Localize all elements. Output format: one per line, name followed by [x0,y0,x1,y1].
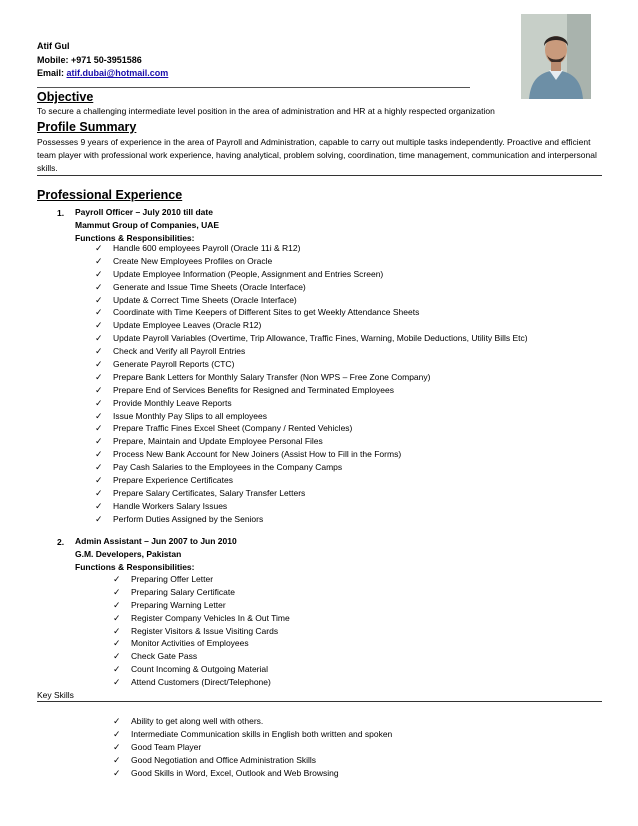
list-item [95,487,528,500]
objective-heading: Objective [37,90,94,104]
job-2-responsibilities [113,573,290,689]
job-company: Mammut Group of Companies, UAE [75,220,220,230]
key-skills-list [113,715,392,779]
list-item-text: Prepare Salary Certificates, Salary Transfer Letters [113,487,306,498]
list-item-text: Intermediate Communication skills in English both written and spoken [131,728,393,739]
list-item-text: Prepare Experience Certificates [113,475,234,486]
list-item-text: Create New Employees Profiles on Oracle [113,255,273,266]
list-item [113,637,290,650]
list-item-text: Issue Monthly Pay Slips to all employees [113,410,268,421]
list-item-text: Process New Bank Account for New Joiners (Assist How to Fill in the Forms) [113,449,402,460]
list-item [95,384,528,397]
checkmark-icon: ✓ [113,741,121,752]
checkmark-icon: ✓ [95,307,103,318]
checkmark-icon: ✓ [113,677,121,688]
list-item [95,268,528,281]
checkmark-icon: ✓ [95,384,103,395]
checkmark-icon: ✓ [113,716,121,726]
checkmark-icon: ✓ [95,487,103,498]
list-item-text: Prepare Traffic Fines Excel Sheet (Company / Rented Vehicles) [113,423,353,434]
job-header [75,206,219,245]
list-item [95,358,528,371]
checkmark-icon: ✓ [95,500,103,511]
professional-experience-heading: Professional Experience [37,188,183,202]
email-line [37,67,168,81]
list-item [113,754,392,767]
person-photo-icon [521,14,591,99]
list-item-text: Check Gate Pass [131,651,198,662]
list-item-text: Preparing Salary Certificate [131,586,235,597]
checkmark-icon: ✓ [95,397,103,408]
profile-summary-heading: Profile Summary [37,120,137,134]
profile-summary-text: Possesses 9 years of experience in the area of Payroll and Administration, capable to carry out multiple tasks independently. Proactive and efficient team player with professional work experience, having analytical, problem solving, coordination, time management, communication and interpersonal skills. [37,137,597,173]
list-item-text: Generate and Issue Time Sheets (Oracle Interface) [113,281,306,292]
job-number: 2. [57,537,65,547]
list-item [113,573,290,586]
checkmark-icon: ✓ [95,475,103,486]
list-item [95,332,528,345]
key-skills-divider [37,701,602,702]
list-item [113,741,392,754]
list-item-text: Perform Duties Assigned by the Seniors [113,513,264,524]
checkmark-icon: ✓ [95,268,103,279]
checkmark-icon: ✓ [113,586,121,597]
profile-divider [37,175,602,176]
header-divider [37,87,470,88]
list-item [95,397,528,410]
candidate-name: Atif Gul [37,41,70,51]
list-item-text: Prepare End of Services Benefits for Resigned and Terminated Employees [113,384,394,395]
job-responsibilities-label: Functions & Responsibilities: [75,233,195,243]
job-title: Payroll Officer – July 2010 till date [75,207,213,217]
list-item [95,255,528,268]
list-item-text: Handle Workers Salary Issues [113,500,228,511]
list-item-text: Count Incoming & Outgoing Material [131,664,269,675]
list-item-text: Coordinate with Time Keepers of Different Sites to get Weekly Attendance Sheets [113,307,420,318]
list-item-text: Attend Customers (Direct/Telephone) [131,677,271,688]
list-item [95,306,528,319]
checkmark-icon: ✓ [113,638,121,649]
key-skills-heading: Key Skills [37,690,74,700]
list-item-text: Check and Verify all Payroll Entries [113,346,246,357]
list-item [113,599,290,612]
list-item [95,242,528,255]
list-item-text: Update Payroll Variables (Overtime, Trip Allowance, Traffic Fines, Warning, Mobile Deductions, Utility Bills Etc) [113,333,528,344]
list-item-text: Prepare, Maintain and Update Employee Personal Files [113,436,323,447]
list-item-text: Update Employee Leaves (Oracle R12) [113,320,262,331]
list-item [95,281,528,294]
list-item [113,612,290,625]
list-item-text: Register Visitors & Issue Visiting Cards [131,625,279,636]
list-item-text: Update & Correct Time Sheets (Oracle Interface) [113,294,297,305]
list-item [113,676,290,689]
list-item-text: Ability to get along well with others. [131,716,264,726]
list-item [95,474,528,487]
checkmark-icon: ✓ [113,664,121,675]
list-item [95,461,528,474]
list-item-text: Good Skills in Word, Excel, Outlook and Web Browsing [131,767,339,778]
list-item-text: Register Company Vehicles In & Out Time [131,612,290,623]
checkmark-icon: ✓ [95,346,103,357]
checkmark-icon: ✓ [95,462,103,473]
email-label: Email: [37,68,67,78]
checkmark-icon: ✓ [113,767,121,778]
list-item [95,371,528,384]
list-item-text: Good Team Player [131,741,202,752]
mobile-number: Mobile: +971 50-3951586 [37,54,142,65]
job-title: Admin Assistant – Jun 2007 to Jun 2010 [75,536,237,546]
list-item-text: Pay Cash Salaries to the Employees in the Company Camps [113,462,343,473]
list-item-text: Provide Monthly Leave Reports [113,397,232,408]
list-item [95,435,528,448]
job-responsibilities-label: Functions & Responsibilities: [75,562,195,572]
list-item-text: Prepare Bank Letters for Monthly Salary Transfer (Non WPS – Free Zone Company) [113,371,431,382]
list-item-text: Generate Payroll Reports (CTC) [113,359,235,370]
checkmark-icon: ✓ [113,612,121,623]
list-item [113,767,392,780]
job-company: G.M. Developers, Pakistan [75,549,182,559]
list-item [113,586,290,599]
email-link[interactable]: atif.dubai@hotmail.com [66,68,169,78]
checkmark-icon: ✓ [95,294,103,305]
checkmark-icon: ✓ [95,513,103,524]
checkmark-icon: ✓ [113,728,121,739]
list-item-text: Preparing Offer Letter [131,574,214,584]
list-item [95,410,528,423]
job-header [75,535,237,574]
checkmark-icon: ✓ [95,436,103,447]
checkmark-icon: ✓ [95,423,103,434]
checkmark-icon: ✓ [113,574,121,584]
list-item [113,650,290,663]
list-item-text: Handle 600 employees Payroll (Oracle 11i & R12) [113,243,301,253]
list-item [113,625,290,638]
list-item [113,728,392,741]
checkmark-icon: ✓ [113,651,121,662]
checkmark-icon: ✓ [113,625,121,636]
list-item [95,500,528,513]
job-number: 1. [57,208,65,218]
checkmark-icon: ✓ [95,410,103,421]
list-item [95,345,528,358]
checkmark-icon: ✓ [95,255,103,266]
checkmark-icon: ✓ [95,243,103,253]
contact-block [37,40,168,81]
list-item-text: Monitor Activities of Employees [131,638,249,649]
list-item [113,715,392,728]
checkmark-icon: ✓ [113,599,121,610]
list-item-text: Preparing Warning Letter [131,599,226,610]
list-item [95,294,528,307]
list-item [95,513,528,526]
checkmark-icon: ✓ [95,333,103,344]
checkmark-icon: ✓ [113,754,121,765]
list-item [95,448,528,461]
checkmark-icon: ✓ [95,371,103,382]
checkmark-icon: ✓ [95,320,103,331]
list-item [95,422,528,435]
list-item-text: Good Negotiation and Office Administration Skills [131,754,317,765]
checkmark-icon: ✓ [95,359,103,370]
list-item-text: Update Employee Information (People, Assignment and Entries Screen) [113,268,384,279]
list-item [95,319,528,332]
checkmark-icon: ✓ [95,281,103,292]
list-item [113,663,290,676]
job-1-responsibilities [95,242,528,526]
objective-text: To secure a challenging intermediate level position in the area of administration and HR at a highly respected organization [37,106,495,116]
checkmark-icon: ✓ [95,449,103,460]
profile-photo [521,14,591,99]
